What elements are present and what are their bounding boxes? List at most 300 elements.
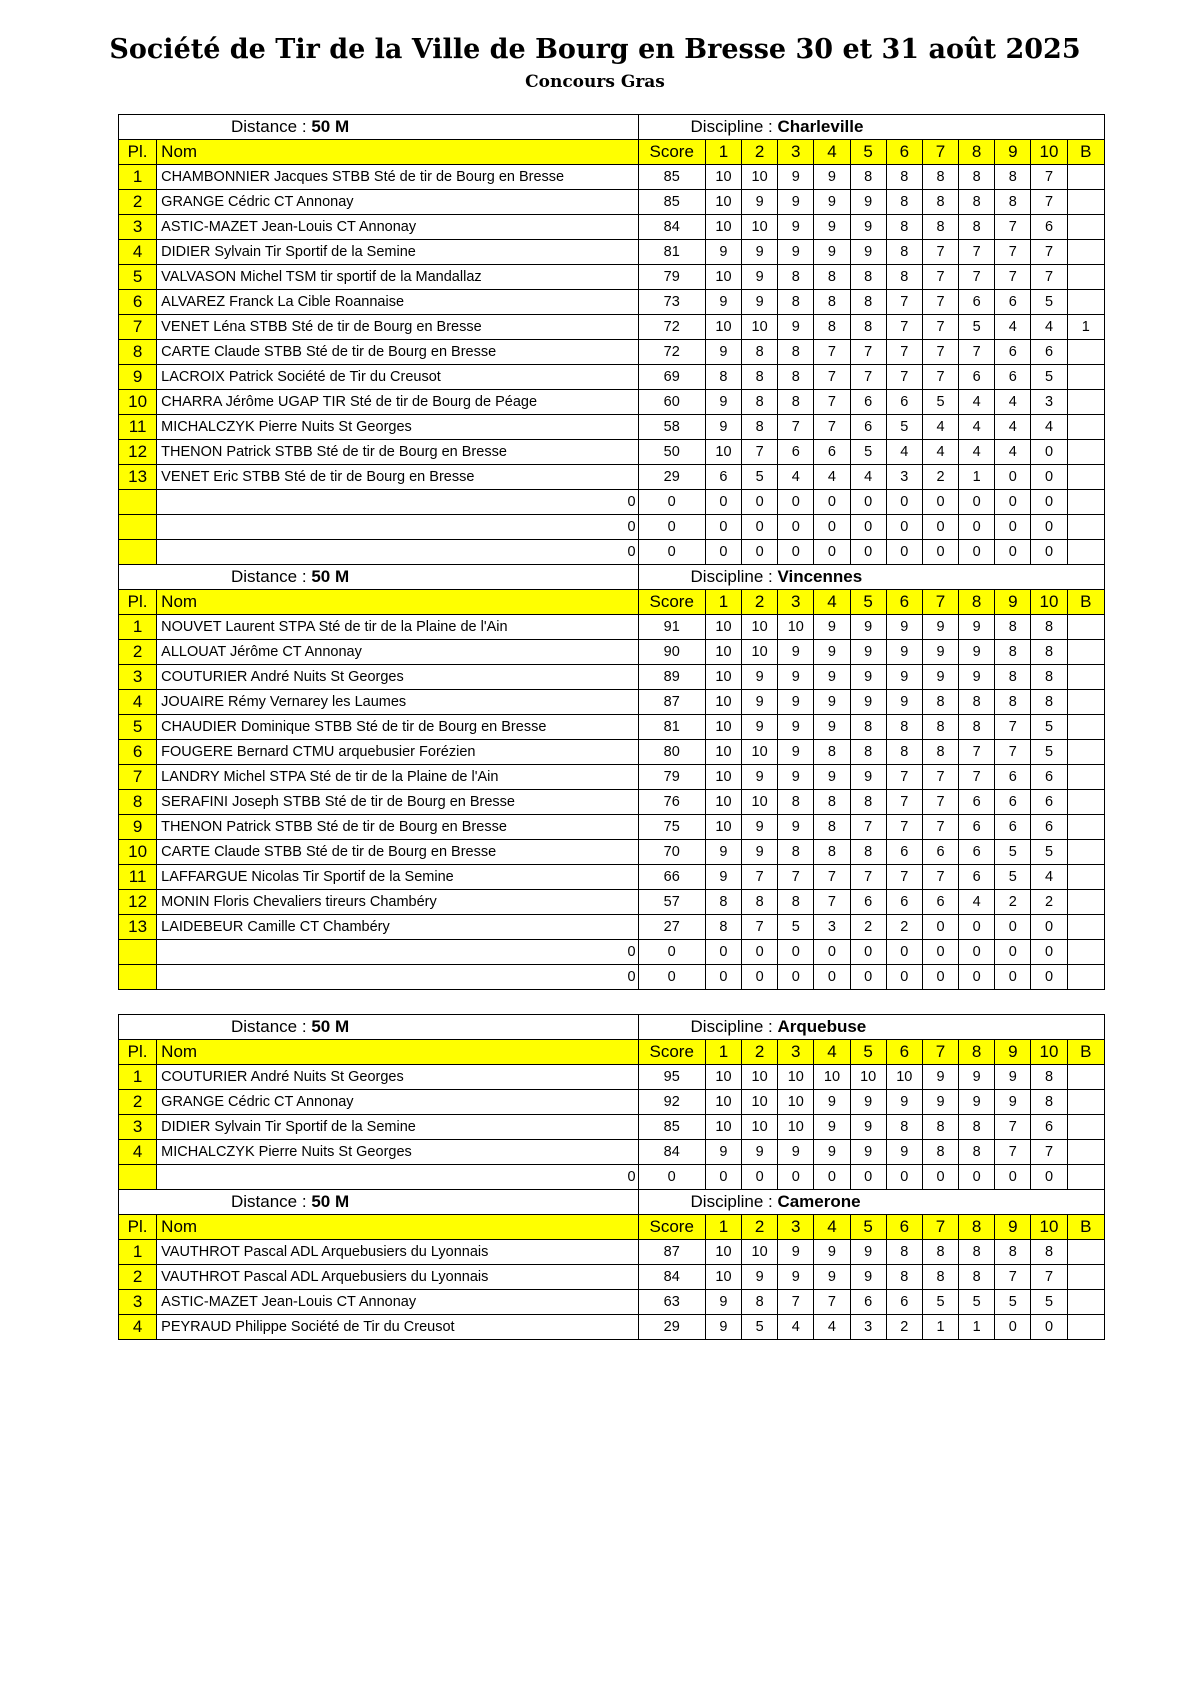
- shot-cell: 0: [1031, 490, 1067, 515]
- shooter-name-cell: FOUGERE Bernard CTMU arquebusier Forézien: [157, 740, 638, 765]
- shot-cell: 7: [922, 315, 958, 340]
- shot-cell: 10: [778, 1090, 814, 1115]
- header-shot-9: 9: [995, 140, 1031, 165]
- score-cell: 57: [638, 890, 705, 915]
- discipline-label: Discipline :: [690, 117, 778, 136]
- shot-cell: 5: [1031, 840, 1067, 865]
- shot-cell: [1067, 1065, 1104, 1090]
- shot-cell: 8: [1031, 640, 1067, 665]
- shot-cell: [1067, 665, 1104, 690]
- shot-cell: 7: [922, 815, 958, 840]
- shot-cell: 8: [995, 665, 1031, 690]
- shot-cell: 9: [742, 815, 778, 840]
- shot-cell: [1067, 965, 1104, 990]
- shooter-name-cell: CHAMBONNIER Jacques STBB Sté de tir de Bourg en Bresse: [157, 165, 638, 190]
- rank-cell: 5: [119, 715, 157, 740]
- shot-cell: 5: [886, 415, 922, 440]
- shooter-name-cell: NOUVET Laurent STPA Sté de tir de la Plaine de l'Ain: [157, 615, 638, 640]
- shot-cell: [1067, 165, 1104, 190]
- shot-cell: 0: [995, 1165, 1031, 1190]
- shot-cell: 7: [995, 1115, 1031, 1140]
- rank-cell: 11: [119, 865, 157, 890]
- shot-cell: [1067, 190, 1104, 215]
- shooter-name-cell: 0: [157, 515, 638, 540]
- header-shot-4: 4: [814, 1215, 850, 1240]
- shot-cell: 9: [778, 240, 814, 265]
- shot-cell: 0: [995, 515, 1031, 540]
- header-shot-2: 2: [742, 140, 778, 165]
- shot-cell: 6: [959, 290, 995, 315]
- shot-cell: 8: [959, 1115, 995, 1140]
- shot-cell: 0: [995, 540, 1031, 565]
- header-shot-10: 10: [1031, 140, 1067, 165]
- shot-cell: 0: [995, 940, 1031, 965]
- distance-cell: [119, 565, 639, 590]
- shot-cell: 0: [778, 940, 814, 965]
- shot-cell: 8: [850, 290, 886, 315]
- header-shot-3: 3: [778, 140, 814, 165]
- shot-cell: 9: [814, 215, 850, 240]
- shot-cell: 4: [959, 415, 995, 440]
- shot-cell: 0: [959, 540, 995, 565]
- shot-cell: 10: [705, 215, 741, 240]
- shot-cell: 8: [886, 715, 922, 740]
- shot-cell: 0: [995, 490, 1031, 515]
- shot-cell: 9: [742, 690, 778, 715]
- table-row: [119, 890, 1105, 915]
- header-shot-1: 1: [705, 140, 741, 165]
- shooter-name-cell: VENET Eric STBB Sté de tir de Bourg en Bresse: [157, 465, 638, 490]
- shot-cell: 7: [778, 415, 814, 440]
- shot-cell: 7: [1031, 240, 1067, 265]
- shot-cell: 4: [959, 890, 995, 915]
- rank-cell: 13: [119, 465, 157, 490]
- score-cell: 0: [638, 940, 705, 965]
- shot-cell: 0: [995, 465, 1031, 490]
- header-score: Score: [638, 1215, 705, 1240]
- shot-cell: 9: [742, 190, 778, 215]
- shot-cell: 9: [814, 1240, 850, 1265]
- shot-cell: 0: [1031, 1165, 1067, 1190]
- rank-cell: 2: [119, 640, 157, 665]
- shot-cell: 6: [778, 440, 814, 465]
- shot-cell: 8: [850, 265, 886, 290]
- rank-cell: 9: [119, 815, 157, 840]
- header-shot-8: 8: [959, 1040, 995, 1065]
- table-row: [119, 790, 1105, 815]
- shot-cell: 8: [995, 190, 1031, 215]
- shooter-name-cell: COUTURIER André Nuits St Georges: [157, 665, 638, 690]
- shot-cell: 0: [1031, 915, 1067, 940]
- header-shot-10: 10: [1031, 1215, 1067, 1240]
- shot-cell: 9: [886, 690, 922, 715]
- shot-cell: 7: [922, 265, 958, 290]
- shot-cell: 8: [1031, 615, 1067, 640]
- shot-cell: 0: [742, 1165, 778, 1190]
- shot-cell: 0: [1031, 1315, 1067, 1340]
- header-pl: Pl.: [119, 140, 157, 165]
- column-header-row: [119, 1040, 1105, 1065]
- shot-cell: 9: [778, 815, 814, 840]
- discipline-name: Camerone: [777, 1192, 861, 1211]
- table-row: [119, 1240, 1105, 1265]
- shooter-name-cell: SERAFINI Joseph STBB Sté de tir de Bourg en Bresse: [157, 790, 638, 815]
- shot-cell: 10: [705, 1265, 741, 1290]
- shot-cell: 10: [742, 790, 778, 815]
- header-shot-3: 3: [778, 1215, 814, 1240]
- shot-cell: 0: [814, 540, 850, 565]
- shot-cell: 9: [850, 640, 886, 665]
- shot-cell: 8: [995, 615, 1031, 640]
- rank-cell: 2: [119, 190, 157, 215]
- section-header-row: [119, 565, 1105, 590]
- shot-cell: 1: [959, 465, 995, 490]
- shooter-name-cell: PEYRAUD Philippe Société de Tir du Creusot: [157, 1315, 638, 1340]
- rank-cell: 3: [119, 1115, 157, 1140]
- shot-cell: 0: [814, 1165, 850, 1190]
- shot-cell: 2: [922, 465, 958, 490]
- shot-cell: [1067, 1090, 1104, 1115]
- shot-cell: 9: [705, 340, 741, 365]
- shot-cell: 0: [995, 915, 1031, 940]
- table-row: [119, 640, 1105, 665]
- shot-cell: 9: [959, 1090, 995, 1115]
- header-shot-7: 7: [922, 590, 958, 615]
- table-row: [119, 815, 1105, 840]
- results-table: [118, 114, 1105, 990]
- shot-cell: 10: [742, 1240, 778, 1265]
- header-shot-4: 4: [814, 590, 850, 615]
- header-shot-B: B: [1067, 590, 1104, 615]
- shot-cell: 10: [705, 740, 741, 765]
- table-row: [119, 1140, 1105, 1165]
- shot-cell: 8: [922, 1240, 958, 1265]
- shooter-name-cell: VAUTHROT Pascal ADL Arquebusiers du Lyonnais: [157, 1265, 638, 1290]
- discipline-label: Discipline :: [690, 1017, 778, 1036]
- shot-cell: 9: [778, 1140, 814, 1165]
- shot-cell: 5: [778, 915, 814, 940]
- shot-cell: 9: [922, 1065, 958, 1090]
- column-header-row: [119, 1215, 1105, 1240]
- distance-cell: [119, 1015, 639, 1040]
- shot-cell: 7: [922, 290, 958, 315]
- shot-cell: 4: [995, 415, 1031, 440]
- shot-cell: 8: [886, 165, 922, 190]
- table-row: [119, 240, 1105, 265]
- shot-cell: 7: [814, 415, 850, 440]
- shot-cell: 9: [778, 1265, 814, 1290]
- header-shot-10: 10: [1031, 590, 1067, 615]
- shot-cell: 7: [814, 890, 850, 915]
- shot-cell: 0: [922, 490, 958, 515]
- shooter-name-cell: CHARRA Jérôme UGAP TIR Sté de tir de Bourg de Péage: [157, 390, 638, 415]
- discipline-cell: [638, 565, 1104, 590]
- shot-cell: 7: [922, 340, 958, 365]
- shot-cell: 8: [922, 740, 958, 765]
- shot-cell: 8: [778, 340, 814, 365]
- shot-cell: 8: [814, 265, 850, 290]
- shot-cell: 0: [850, 490, 886, 515]
- shot-cell: [1067, 465, 1104, 490]
- distance-label: Distance :: [231, 117, 312, 136]
- rank-cell: 4: [119, 1315, 157, 1340]
- header-pl: Pl.: [119, 1040, 157, 1065]
- shot-cell: 0: [850, 540, 886, 565]
- shot-cell: 0: [742, 540, 778, 565]
- shot-cell: 9: [742, 765, 778, 790]
- shot-cell: 9: [886, 1090, 922, 1115]
- shooter-name-cell: JOUAIRE Rémy Vernarey les Laumes: [157, 690, 638, 715]
- page-subtitle: Concours Gras: [525, 72, 665, 92]
- results-table: [118, 1014, 1105, 1340]
- shot-cell: 4: [922, 415, 958, 440]
- shot-cell: 9: [886, 640, 922, 665]
- shot-cell: 10: [705, 1065, 741, 1090]
- shot-cell: 2: [886, 1315, 922, 1340]
- shot-cell: 8: [995, 165, 1031, 190]
- shot-cell: 4: [1031, 415, 1067, 440]
- shot-cell: 6: [814, 440, 850, 465]
- shot-cell: 10: [705, 1240, 741, 1265]
- shot-cell: 8: [814, 290, 850, 315]
- shot-cell: 0: [778, 965, 814, 990]
- shot-cell: 9: [742, 265, 778, 290]
- score-cell: 0: [638, 540, 705, 565]
- shot-cell: [1067, 790, 1104, 815]
- header-shot-B: B: [1067, 1215, 1104, 1240]
- shot-cell: 0: [850, 515, 886, 540]
- distance-cell: [119, 115, 639, 140]
- shooter-name-cell: CARTE Claude STBB Sté de tir de Bourg en Bresse: [157, 840, 638, 865]
- shooter-name-cell: LANDRY Michel STPA Sté de tir de la Plaine de l'Ain: [157, 765, 638, 790]
- shot-cell: 0: [778, 490, 814, 515]
- shot-cell: 0: [922, 515, 958, 540]
- shot-cell: 8: [959, 190, 995, 215]
- shot-cell: 10: [742, 1090, 778, 1115]
- shot-cell: 5: [922, 390, 958, 415]
- shot-cell: 6: [995, 815, 1031, 840]
- shooter-name-cell: ASTIC-MAZET Jean-Louis CT Annonay: [157, 1290, 638, 1315]
- header-shot-3: 3: [778, 590, 814, 615]
- shot-cell: [1067, 415, 1104, 440]
- shooter-name-cell: VENET Léna STBB Sté de tir de Bourg en Bresse: [157, 315, 638, 340]
- shot-cell: 5: [1031, 740, 1067, 765]
- shot-cell: [1067, 815, 1104, 840]
- shot-cell: 7: [742, 915, 778, 940]
- shot-cell: 9: [850, 1090, 886, 1115]
- shot-cell: 2: [995, 890, 1031, 915]
- shot-cell: 8: [742, 365, 778, 390]
- score-cell: 69: [638, 365, 705, 390]
- shot-cell: 10: [850, 1065, 886, 1090]
- rank-cell: 7: [119, 765, 157, 790]
- shot-cell: 0: [886, 540, 922, 565]
- score-cell: 85: [638, 165, 705, 190]
- shot-cell: 9: [814, 615, 850, 640]
- header-nom: Nom: [157, 140, 638, 165]
- discipline-label: Discipline :: [690, 1192, 778, 1211]
- discipline-cell: [638, 115, 1104, 140]
- shot-cell: 0: [814, 965, 850, 990]
- shot-cell: 5: [1031, 1290, 1067, 1315]
- shot-cell: 4: [886, 440, 922, 465]
- shot-cell: 0: [705, 940, 741, 965]
- shot-cell: 0: [995, 1315, 1031, 1340]
- table-row: [119, 540, 1105, 565]
- shot-cell: 9: [814, 640, 850, 665]
- shot-cell: 9: [742, 290, 778, 315]
- shot-cell: 9: [850, 690, 886, 715]
- shot-cell: 5: [742, 1315, 778, 1340]
- shot-cell: 10: [778, 1065, 814, 1090]
- shot-cell: 10: [705, 815, 741, 840]
- shot-cell: 9: [705, 865, 741, 890]
- shot-cell: 9: [850, 190, 886, 215]
- shot-cell: 0: [959, 490, 995, 515]
- shot-cell: 5: [1031, 290, 1067, 315]
- shot-cell: 10: [705, 440, 741, 465]
- table-row: [119, 515, 1105, 540]
- header-shot-2: 2: [742, 1215, 778, 1240]
- shot-cell: 10: [742, 1065, 778, 1090]
- shot-cell: 0: [814, 515, 850, 540]
- shot-cell: 10: [742, 640, 778, 665]
- shot-cell: [1067, 340, 1104, 365]
- shot-cell: 10: [742, 740, 778, 765]
- table-row: [119, 190, 1105, 215]
- shot-cell: [1067, 715, 1104, 740]
- shot-cell: 0: [742, 490, 778, 515]
- header-shot-5: 5: [850, 140, 886, 165]
- shot-cell: [1067, 240, 1104, 265]
- shot-cell: 8: [778, 290, 814, 315]
- rank-cell: 6: [119, 290, 157, 315]
- shot-cell: 6: [1031, 765, 1067, 790]
- shot-cell: 9: [959, 665, 995, 690]
- shot-cell: 7: [959, 765, 995, 790]
- shot-cell: 9: [886, 665, 922, 690]
- header-shot-5: 5: [850, 590, 886, 615]
- shot-cell: [1067, 640, 1104, 665]
- shooter-name-cell: THENON Patrick STBB Sté de tir de Bourg en Bresse: [157, 440, 638, 465]
- shot-cell: 5: [959, 315, 995, 340]
- score-cell: 0: [638, 1165, 705, 1190]
- shot-cell: 1: [1067, 315, 1104, 340]
- shot-cell: 10: [742, 1115, 778, 1140]
- shot-cell: 5: [742, 465, 778, 490]
- shot-cell: 10: [705, 1090, 741, 1115]
- rank-cell: 12: [119, 890, 157, 915]
- shot-cell: 9: [778, 690, 814, 715]
- shot-cell: 8: [1031, 1240, 1067, 1265]
- shot-cell: 7: [995, 265, 1031, 290]
- score-cell: 91: [638, 615, 705, 640]
- shot-cell: 7: [959, 740, 995, 765]
- header-shot-6: 6: [886, 590, 922, 615]
- shot-cell: [1067, 940, 1104, 965]
- shot-cell: [1067, 840, 1104, 865]
- shot-cell: 0: [886, 490, 922, 515]
- rank-cell: 13: [119, 915, 157, 940]
- shot-cell: 10: [778, 615, 814, 640]
- shot-cell: 7: [742, 865, 778, 890]
- shot-cell: 5: [995, 865, 1031, 890]
- rank-cell: 3: [119, 215, 157, 240]
- shot-cell: 9: [705, 1140, 741, 1165]
- shot-cell: 8: [886, 215, 922, 240]
- shot-cell: 5: [995, 840, 1031, 865]
- shot-cell: 9: [705, 240, 741, 265]
- score-cell: 81: [638, 240, 705, 265]
- shot-cell: 7: [1031, 265, 1067, 290]
- shot-cell: [1067, 740, 1104, 765]
- shot-cell: 0: [778, 515, 814, 540]
- shot-cell: 9: [778, 1240, 814, 1265]
- shot-cell: 9: [778, 665, 814, 690]
- shot-cell: 9: [814, 690, 850, 715]
- distance-value: 50 M: [311, 1192, 350, 1211]
- shot-cell: 7: [850, 365, 886, 390]
- shooter-name-cell: LAFFARGUE Nicolas Tir Sportif de la Semine: [157, 865, 638, 890]
- shot-cell: 9: [922, 1090, 958, 1115]
- shot-cell: 4: [814, 1315, 850, 1340]
- shot-cell: 9: [742, 240, 778, 265]
- shot-cell: 9: [850, 1265, 886, 1290]
- score-cell: 60: [638, 390, 705, 415]
- shot-cell: 3: [1031, 390, 1067, 415]
- rank-cell: 1: [119, 615, 157, 640]
- shot-cell: 2: [850, 915, 886, 940]
- shot-cell: 0: [778, 1165, 814, 1190]
- shot-cell: [1067, 865, 1104, 890]
- score-cell: 84: [638, 215, 705, 240]
- shot-cell: 8: [922, 215, 958, 240]
- shot-cell: 9: [814, 165, 850, 190]
- shot-cell: 10: [742, 215, 778, 240]
- shot-cell: 10: [705, 765, 741, 790]
- shot-cell: 0: [886, 515, 922, 540]
- results-block-1: [118, 114, 1105, 990]
- distance-value: 50 M: [311, 117, 350, 136]
- shot-cell: 8: [886, 265, 922, 290]
- shot-cell: 8: [995, 1240, 1031, 1265]
- table-row: [119, 615, 1105, 640]
- shot-cell: 9: [778, 215, 814, 240]
- shot-cell: 7: [922, 240, 958, 265]
- rank-cell: 8: [119, 790, 157, 815]
- shot-cell: 8: [778, 265, 814, 290]
- header-shot-7: 7: [922, 140, 958, 165]
- shot-cell: 1: [959, 1315, 995, 1340]
- shot-cell: 9: [922, 615, 958, 640]
- header-shot-9: 9: [995, 1215, 1031, 1240]
- shot-cell: 8: [959, 165, 995, 190]
- shot-cell: [1067, 1115, 1104, 1140]
- shot-cell: 4: [778, 465, 814, 490]
- rank-cell: [119, 515, 157, 540]
- shot-cell: 9: [742, 715, 778, 740]
- shot-cell: 4: [995, 390, 1031, 415]
- shot-cell: 6: [850, 890, 886, 915]
- header-shot-4: 4: [814, 140, 850, 165]
- score-cell: 95: [638, 1065, 705, 1090]
- shot-cell: 9: [778, 765, 814, 790]
- table-row: [119, 765, 1105, 790]
- shot-cell: 0: [1031, 515, 1067, 540]
- distance-value: 50 M: [311, 1017, 350, 1036]
- header-score: Score: [638, 140, 705, 165]
- shot-cell: [1067, 765, 1104, 790]
